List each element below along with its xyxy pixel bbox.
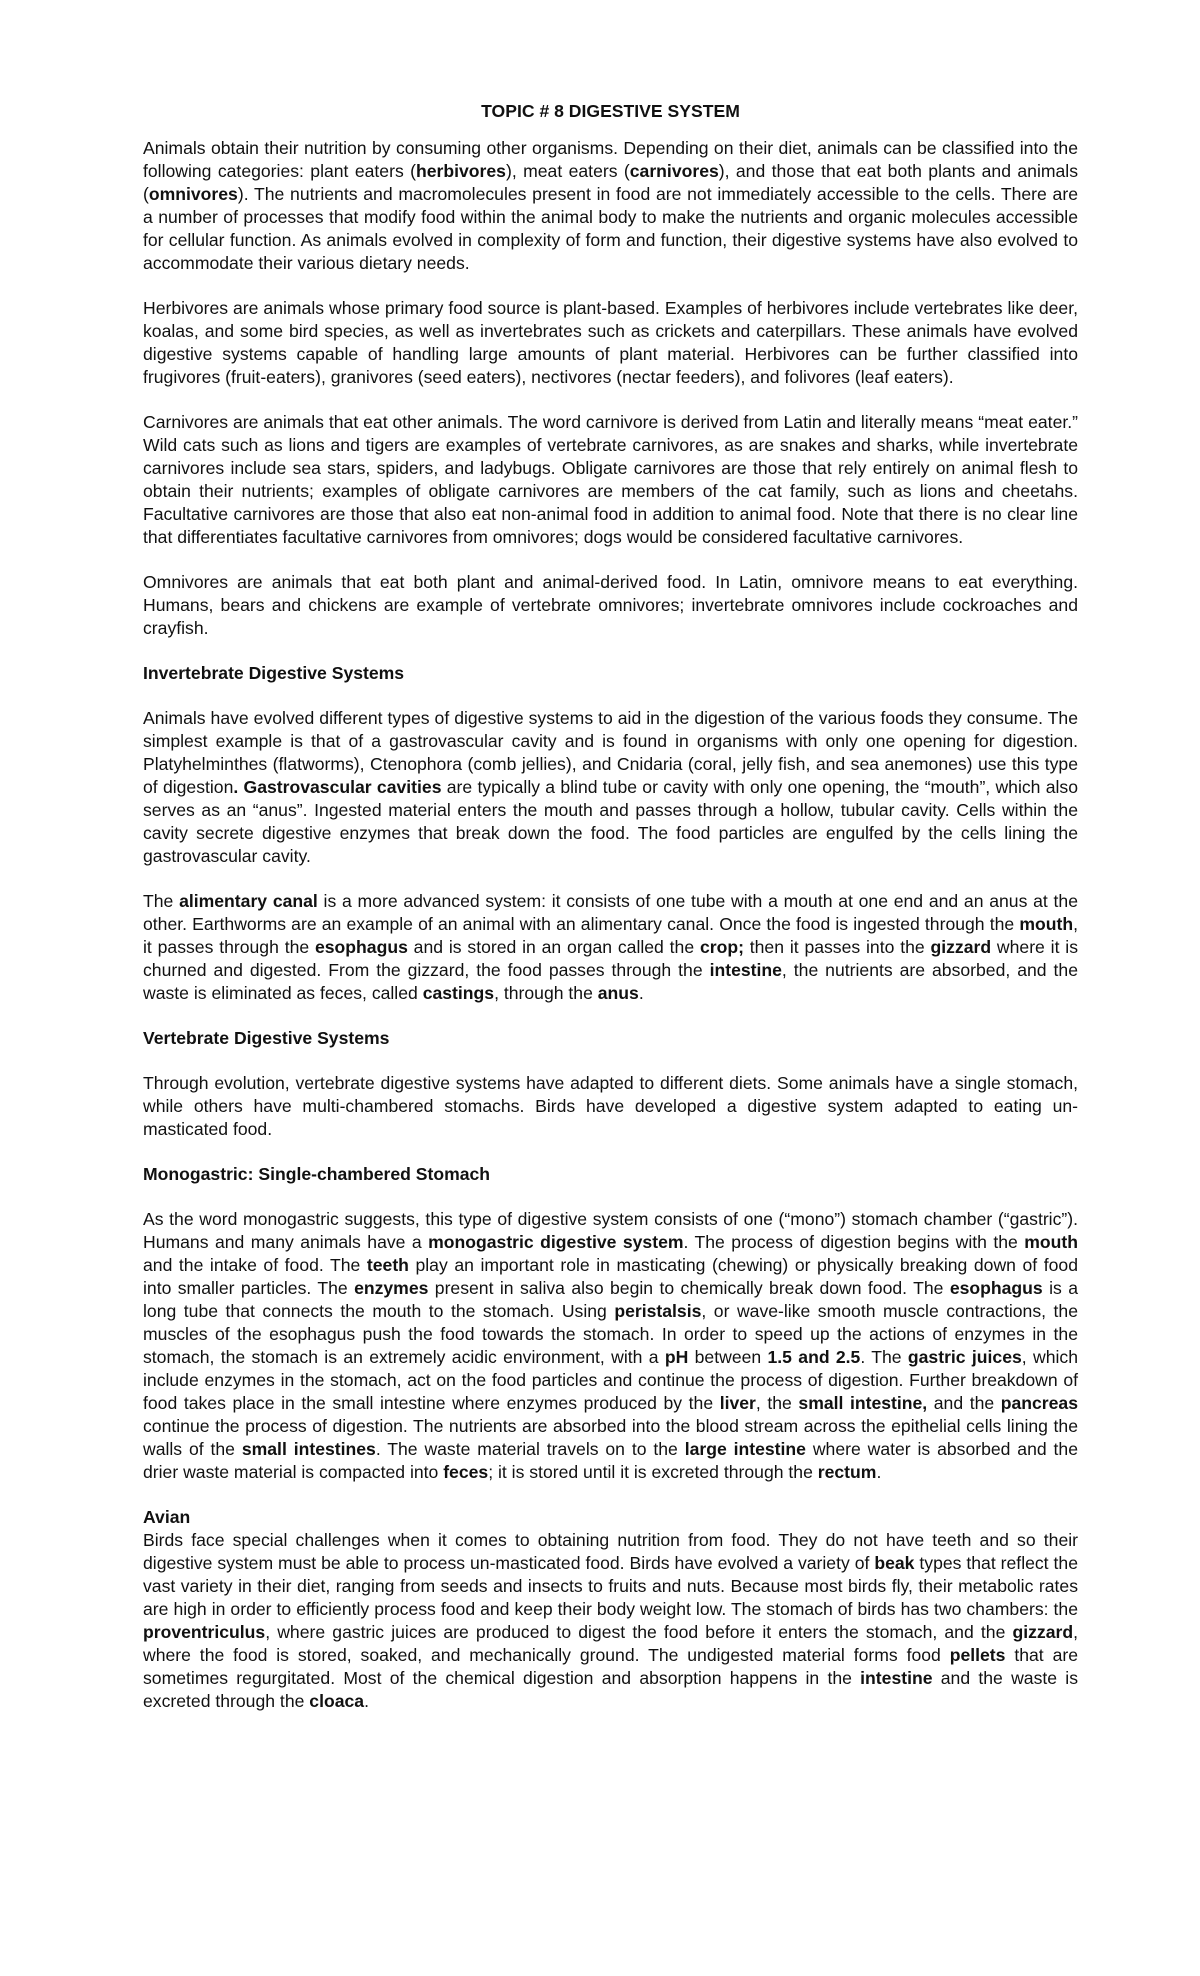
- bold-term: intestine: [709, 960, 782, 980]
- bold-term: monogastric digestive system: [428, 1232, 684, 1252]
- intro-paragraph: Animals obtain their nutrition by consuming other organisms. Depending on their diet, animals can be classified into the following categories: plant eaters (herbivores), meat eaters (carnivores), and those that eat both plants and animals (omnivores). The nutrients and macromolecules present in food are not immediately accessible to the cells. There are a number of processes that modify food within the animal body to make the nutrients and organic molecules accessible for cellular function. As animals evolved in complexity of form and function, their digestive systems have also evolved to accommodate their various dietary needs.: [143, 138, 1078, 273]
- bold-term: pancreas: [1000, 1393, 1078, 1413]
- bold-term: castings: [422, 983, 495, 1003]
- bold-term: gizzard: [930, 937, 992, 957]
- bold-term: mouth: [1024, 1232, 1078, 1252]
- bold-term: small intestines: [241, 1439, 376, 1459]
- alimentary-paragraph: The alimentary canal is a more advanced system: it consists of one tube with a mouth at one end and an anus at the other. Earthworms are an example of an animal with an alimentary canal. Once the food is ingested through the mouth, it passes through the esophagus and is stored in an organ called the crop; then it passes into the gizzard where it is churned and digested. From the gizzard, the food passes through the intestine, the nutrients are absorbed, and the waste is eliminated as feces, called castings, through the anus.: [143, 891, 1078, 1003]
- bold-term: herbivores: [416, 161, 506, 181]
- bold-term: large intestine: [684, 1439, 806, 1459]
- monogastric-paragraph: As the word monogastric suggests, this type of digestive system consists of one (“mono”) stomach chamber (“gastric”). Humans and many animals have a monogastric digestive system. The process of digestion begins with the mouth and the intake of food. The teeth play an important role in masticating (chewing) or physically breaking down of food into smaller particles. The enzymes present in saliva also begin to chemically break down food. The esophagus is a long tube that connects the mouth to the stomach. Using peristalsis, or wave-like smooth muscle contractions, the muscles of the esophagus push the food towards the stomach. In order to speed up the actions of enzymes in the stomach, the stomach is an extremely acidic environment, with a pH between 1.5 and 2.5. The gastric juices, which include enzymes in the stomach, act on the food particles and continue the process of digestion. Further breakdown of food takes place in the small intestine where enzymes produced by the liver, the small intestine, and the pancreas continue the process of digestion. The nutrients are absorbed into the blood stream across the epithelial cells lining the walls of the small intestines. The waste material travels on to the large intestine where water is absorbed and the drier waste material is compacted into feces; it is stored until it is excreted through the rectum.: [143, 1209, 1078, 1482]
- bold-term: mouth: [1019, 914, 1074, 934]
- bold-term: pellets: [949, 1645, 1006, 1665]
- bold-term: esophagus: [314, 937, 408, 957]
- bold-term: peristalsis: [614, 1301, 702, 1321]
- bold-term: 1.5 and 2.5: [767, 1347, 861, 1367]
- carnivores-paragraph: Carnivores are animals that eat other animals. The word carnivore is derived from Latin and literally means “meat eater.” Wild cats such as lions and tigers are examples of vertebrate carnivores, as are snakes and sharks, while invertebrate carnivores include sea stars, spiders, and ladybugs. Obligate carnivores are those that rely entirely on animal flesh to obtain their nutrients; examples of obligate carnivores are members of the cat family, such as lions and cheetahs. Facultative carnivores are those that also eat non-animal food in addition to animal food. Note that there is no clear line that differentiates facultative carnivores from omnivores; dogs would be considered facultative carnivores.: [143, 412, 1078, 547]
- bold-term: rectum: [817, 1462, 877, 1482]
- omnivores-paragraph: Omnivores are animals that eat both plant and animal-derived food. In Latin, omnivore means to eat everything. Humans, bears and chickens are example of vertebrate omnivores; invertebrate omnivores include cockroaches and crayfish.: [143, 572, 1078, 638]
- bold-term: esophagus: [949, 1278, 1043, 1298]
- gastrovascular-paragraph: Animals have evolved different types of digestive systems to aid in the digestion of the various foods they consume. The simplest example is that of a gastrovascular cavity and is found in organisms with only one opening for digestion. Platyhelminthes (flatworms), Ctenophora (comb jellies), and Cnidaria (coral, jelly fish, and sea anemones) use this type of digestion. Gastrovascular cavities are typically a blind tube or cavity with only one opening, the “mouth”, which also serves as an “anus”. Ingested material enters the mouth and passes through a hollow, tubular cavity. Cells within the cavity secrete digestive enzymes that break down the food. The food particles are engulfed by the cells lining the gastrovascular cavity.: [143, 708, 1078, 866]
- bold-term: teeth: [366, 1255, 409, 1275]
- vertebrate-heading: Vertebrate Digestive Systems: [143, 1028, 390, 1048]
- bold-term: cloaca: [309, 1691, 365, 1711]
- bold-term: crop;: [699, 937, 744, 957]
- bold-term: proventriculus: [143, 1622, 266, 1642]
- invertebrate-heading: Invertebrate Digestive Systems: [143, 663, 405, 683]
- bold-term: pH: [664, 1347, 689, 1367]
- bold-term: carnivores: [629, 161, 719, 181]
- avian-heading: Avian: [143, 1507, 191, 1527]
- bold-term: anus: [597, 983, 639, 1003]
- bold-term: . Gastrovascular cavities: [233, 777, 442, 797]
- herbivores-paragraph: Herbivores are animals whose primary food source is plant-based. Examples of herbivores include vertebrates like deer, koalas, and some bird species, as well as invertebrates such as crickets and caterpillars. These animals have evolved digestive systems capable of handling large amounts of plant material. Herbivores can be further classified into frugivores (fruit-eaters), granivores (seed eaters), nectivores (nectar feeders), and folivores (leaf eaters).: [143, 298, 1078, 387]
- bold-term: intestine: [860, 1668, 933, 1688]
- vertebrate-paragraph: Through evolution, vertebrate digestive systems have adapted to different diets. Some animals have a single stomach, while others have multi-chambered stomachs. Birds have developed a digestive system adapted to eating un-masticated food.: [143, 1073, 1078, 1139]
- bold-term: gastric juices: [907, 1347, 1022, 1367]
- bold-term: enzymes: [354, 1278, 429, 1298]
- document-page: [143, 100, 1078, 1735]
- avian-paragraph: Birds face special challenges when it comes to obtaining nutrition from food. They do not have teeth and so their digestive system must be able to process un-masticated food. Birds have evolved a variety of beak types that reflect the vast variety in their diet, ranging from seeds and insects to fruits and nuts. Because most birds fly, their metabolic rates are high in order to efficiently process food and keep their body weight low. The stomach of birds has two chambers: the proventriculus, where gastric juices are produced to digest the food before it enters the stomach, and the gizzard, where the food is stored, soaked, and mechanically ground. The undigested material forms food pellets that are sometimes regurgitated. Most of the chemical digestion and absorption happens in the intestine and the waste is excreted through the cloaca.: [143, 1530, 1079, 1711]
- bold-term: alimentary canal: [179, 891, 318, 911]
- monogastric-heading: Monogastric: Single-chambered Stomach: [143, 1164, 491, 1184]
- bold-term: beak: [874, 1553, 915, 1573]
- bold-term: liver: [719, 1393, 756, 1413]
- bold-term: omnivores: [148, 184, 238, 204]
- bold-term: small intestine,: [798, 1393, 928, 1413]
- bold-term: feces: [443, 1462, 489, 1482]
- bold-term: gizzard: [1012, 1622, 1074, 1642]
- page-title: TOPIC # 8 DIGESTIVE SYSTEM: [481, 101, 740, 121]
